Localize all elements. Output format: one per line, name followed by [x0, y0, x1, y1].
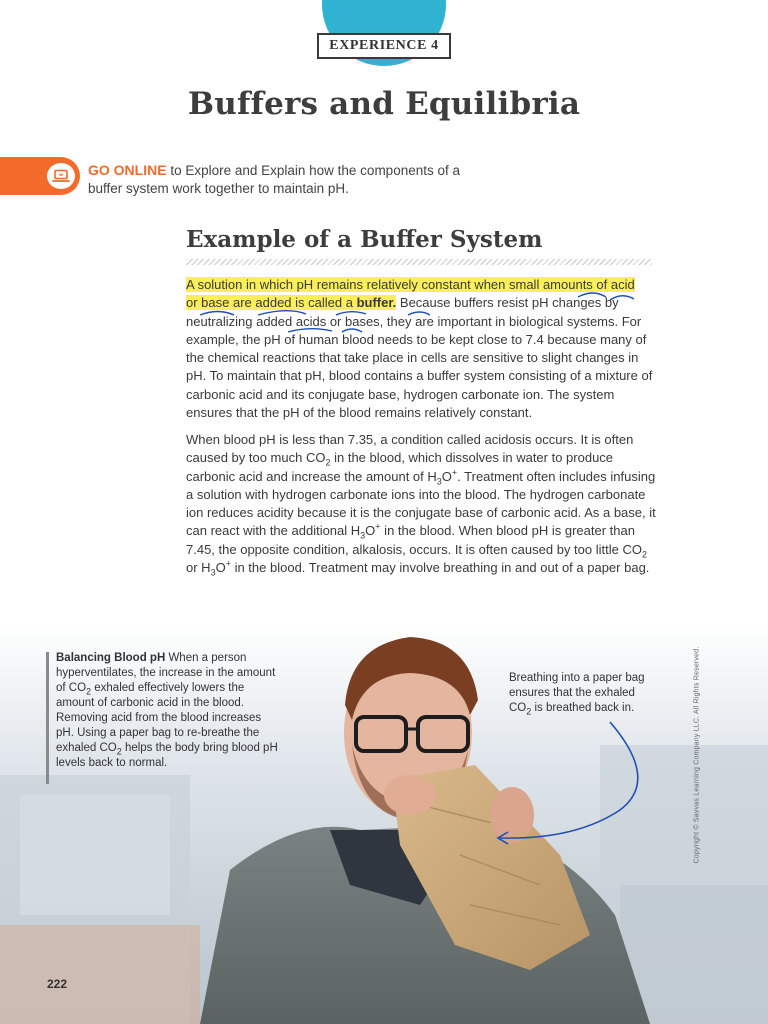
go-online-link[interactable]: GO ONLINE [88, 162, 167, 178]
highlight-text: or base are added is called a [186, 295, 357, 311]
section-title: Example of a Buffer System [186, 226, 543, 253]
paragraph-2: When blood pH is less than 7.35, a condition called acidosis occurs. It is often caused by too much $CO_2$ in the blood, which dissolves in water to produce carbonic acid and increase the amount of $H_3O^+$. Treatment often includes infusing a solution with hydrogen carbonate ions into the blood. The hydrogen carbonate ion reduces acidity because it is the conjugate base of carbonic acid. As a base, it can react with the additional $H_3O^+$ in the blood. When blood pH is greater than 7.45, the opposite condition, alkalosis, occurs. It is often caused by too little $CO_2$ or $H_3O^+$ in the blood. Treatment may involve breathing in and out of a paper bag. [186, 432, 656, 578]
keyword-buffer: buffer. [356, 295, 397, 311]
paragraph-1: A solution in which pH remains relatively constant when small amounts of acid or base are added is called a buffer. Because buffers resist pH changes by neutralizing added acids or bases, they are important in biological systems. For example, the pH of human blood needs to be kept close to 7.4 because many of the chemical reactions that take place in cells are sensitive to slight changes in pH. To maintain that pH, blood contains a buffer system consisting of a mixture of carbonic acid and its conjugate base, hydrogen carbonate ion. The system ensures that the pH of the blood remains relatively constant. [186, 277, 653, 421]
copyright-notice: Copyright © Savvas Learning Company LLC. All Rights Reserved. [693, 646, 701, 864]
page-number: 222 [47, 977, 68, 991]
caption-bar [46, 652, 49, 784]
photo-annotation: Breathing into a paper bag ensures that the exhaled $CO_2$ is breathed back in. [509, 672, 645, 717]
experience-badge: EXPERIENCE 4 [317, 33, 451, 59]
highlight-text: A solution in which pH remains relatively constant when small amounts of acid [186, 277, 635, 292]
go-online-text: GO ONLINE to Explore and Explain how the components of a buffer system work together to maintain pH. [88, 162, 460, 196]
caption-title: Balancing Blood pH [56, 652, 166, 664]
photo-caption: Balancing Blood pH When a person hyperventilates, the increase in the amount of $CO_2$ exhaled effectively lowers the amount of carbonic acid in the blood. Removing acid from the blood increases pH. Using a paper bag to re-breathe the exhaled $CO_2$ helps the body bring blood pH levels back to normal. [56, 652, 278, 769]
page-title: Buffers and Equilibria [187, 86, 581, 122]
